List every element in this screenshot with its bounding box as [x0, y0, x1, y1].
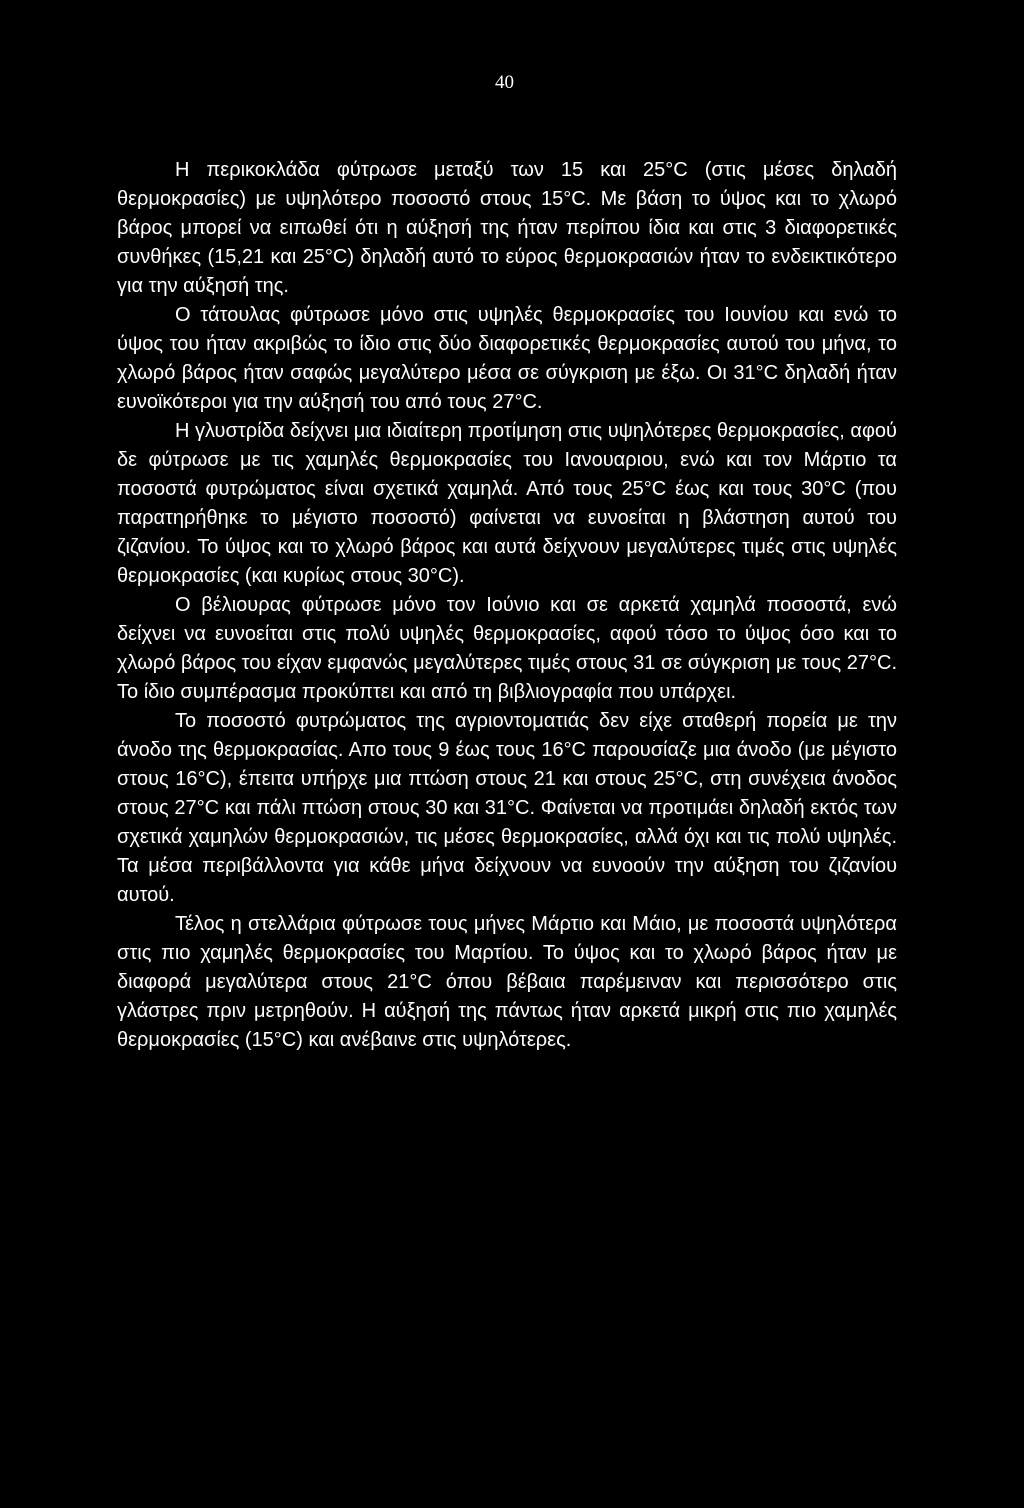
- paragraph-veliouras: Ο βέλιουρας φύτρωσε μόνο τον Ιούνιο και σε αρκετά χαμηλά ποσοστά, ενώ δείχνει να ευνοείται στις πολύ υψηλές θερμοκρασίες, αφού τόσο το ύψος όσο και το χλωρό βάρος του είχαν εμφανώς μεγαλύτερες τιμές στους 31 σε σύγκριση με τους 27°C. Το ίδιο συμπέρασμα προκύπτει και από τη βιβλιογραφία που υπάρχει.: [117, 594, 897, 703]
- paragraph-agriontomatia: Το ποσοστό φυτρώματος της αγριοντοματιάς δεν είχε σταθερή πορεία με την άνοδο της θερμοκρασίας. Απο τους 9 έως τους 16°C παρουσίαζε μια άνοδο (με μέγιστο στους 16°C), έπειτα υπήρχε μια πτώση στους 21 και στους 25°C, στη συνέχεια άνοδος στους 27°C και πάλι πτώση στους 30 και 31°C. Φαίνεται να προτιμάει δηλαδή εκτός των σχετικά χαμηλών θερμοκρασιών, τις μέσες θερμοκρασίες, αλλά όχι και τις πολύ υψηλές. Τα μέσα περιβάλλοντα για κάθε μήνα δείχνουν να ευνοούν την αύξηση του ζιζανίου αυτού.: [117, 710, 897, 906]
- page-number: 40: [495, 72, 514, 93]
- paragraph-tatoulas: Ο τάτουλας φύτρωσε μόνο στις υψηλές θερμοκρασίες του Ιουνίου και ενώ το ύψος του ήταν ακριβώς το ίδιο στις δύο διαφορετικές θερμοκρασίες αυτού του μήνα, το χλωρό βάρος ήταν σαφώς μεγαλύτερο μέσα σε σύγκριση με έξω. Οι 31°C δηλαδή ήταν ευνοϊκότεροι για την αύξησή του από τους 27°C.: [117, 304, 897, 413]
- paragraph-periplokada: Η περικοκλάδα φύτρωσε μεταξύ των 15 και 25°C (στις μέσες δηλαδή θερμοκρασίες) με υψηλότερο ποσοστό στους 15°C. Με βάση το ύψος και το χλωρό βάρος μπορεί να ειπωθεί ότι η αύξησή της ήταν περίπου ίδια και στις 3 διαφορετικές συνθήκες (15,21 και 25°C) δηλαδή αυτό το εύρος θερμοκρασιών ήταν το ενδεικτικότερο για την αύξησή της.: [117, 159, 897, 297]
- body-text: [117, 156, 897, 1055]
- paragraph-stellaria: Τέλος η στελλάρια φύτρωσε τους μήνες Μάρτιο και Μάιο, με ποσοστά υψηλότερα στις πιο χαμηλές θερμοκρασίες του Μαρτίου. Το ύψος και το χλωρό βάρος ήταν με διαφορά μεγαλύτερα στους 21°C όπου βέβαια παρέμειναν και περισσότερο στις γλάστρες πριν μετρηθούν. Η αύξησή της πάντως ήταν αρκετά μικρή στις πιο χαμηλές θερμοκρασίες (15°C) και ανέβαινε στις υψηλότερες.: [117, 913, 897, 1051]
- paragraph-glystrida: Η γλυστρίδα δείχνει μια ιδιαίτερη προτίμηση στις υψηλότερες θερμοκρασίες, αφού δε φύτρωσε με τις χαμηλές θερμοκρασίες του Ιανουαριου, ενώ και τον Μάρτιο τα ποσοστά φυτρώματος είναι σχετικά χαμηλά. Από τους 25°C έως και τους 30°C (που παρατηρήθηκε το μέγιστο ποσοστό) φαίνεται να ευνοείται η βλάστηση αυτού του ζιζανίου. Το ύψος και το χλωρό βάρος και αυτά δείχνουν μεγαλύτερες τιμές στις υψηλές θερμοκρασίες (και κυρίως στους 30°C).: [117, 420, 897, 587]
